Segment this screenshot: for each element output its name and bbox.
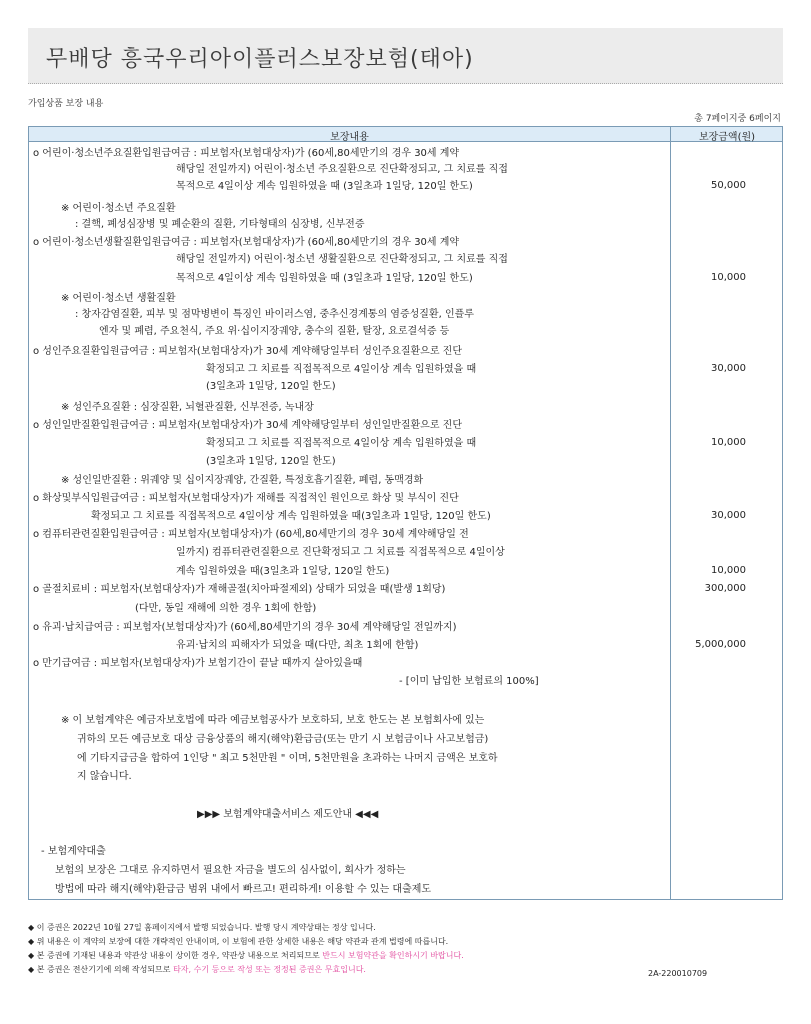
coverage-line: 엔자 및 폐렴, 주요천식, 주요 위·십이지장궤양, 충수의 질환, 탈장, 요로결석증 등: [99, 326, 450, 337]
loan-description: 보험의 보장은 그대로 유지하면서 필요한 자금을 별도의 심사없이, 회사가 정하는: [55, 865, 406, 876]
subtitle: 가입상품 보장 내용: [28, 99, 104, 109]
coverage-line: ※ 성인일반질환 : 위궤양 및 십이지장궤양, 간질환, 특정호흡기질환, 폐렴, 동맥경화: [61, 475, 424, 486]
coverage-line: (3일초과 1일당, 120일 한도): [206, 456, 336, 467]
coverage-line: : 결핵, 폐성심장병 및 폐순환의 질환, 기타형태의 심장병, 신부전증: [75, 219, 365, 230]
header-amount: 보장금액(원): [698, 132, 756, 143]
amount-value: 10,000: [711, 565, 746, 576]
header-coverage: 보장내용: [330, 132, 369, 143]
coverage-line: o 어린이·청소년주요질환입원급여금 : 피보험자(보험대상자)가 (60세,80세만기의 경우 30세 계약: [33, 148, 460, 159]
coverage-line: o 어린이·청소년생활질환입원급여금 : 피보험자(보험대상자)가 (60세,80세만기의 경우 30세 계약: [33, 237, 460, 248]
coverage-line: 목적으로 4일이상 계속 입원하였을 때 (3일초과 1일당, 120일 한도): [176, 181, 473, 192]
amount-value: 50,000: [711, 180, 746, 191]
coverage-line: 해당일 전일까지) 어린이·청소년 주요질환으로 진단확정되고, 그 치료를 직접: [176, 164, 508, 175]
column-divider: [670, 127, 671, 899]
coverage-line: o 골절치료비 : 피보험자(보험대상자)가 재해골절(치아파절제외) 상태가 되었을 때(발생 1회당): [33, 584, 446, 595]
protection-note-line: ※ 이 보험계약은 예금자보호법에 따라 예금보험공사가 보호하되, 보호 한도는 본 보험회사에 있는: [61, 715, 485, 726]
amount-value: 5,000,000: [695, 639, 746, 650]
coverage-line: 확정되고 그 치료를 직접목적으로 4일이상 계속 입원하였을 때: [206, 364, 477, 375]
coverage-line: (다만, 동일 재해에 의한 경우 1회에 한함): [135, 603, 317, 614]
coverage-line: o 성인일반질환입원급여금 : 피보험자(보험대상자)가 30세 계약해당일부터 성인일반질환으로 진단: [33, 420, 463, 431]
protection-note-line: 귀하의 모든 예금보호 대상 금융상품의 해지(해약)환급금(또는 만기 시 보험금이나 사고보험금): [77, 734, 489, 745]
footer-note-highlight: 타자, 수기 등으로 작성 또는 정정된 증권은 무효입니다.: [173, 965, 366, 974]
coverage-line: : 창자감염질환, 피부 및 점막병변이 특징인 바이러스염, 중추신경계통의 염증성질환, 인플루: [75, 309, 474, 320]
amount-value: 10,000: [711, 437, 746, 448]
coverage-line: 계속 입원하였을 때(3일초과 1일당, 120일 한도): [176, 566, 390, 577]
footer-note-text: ◆ 본 증권에 기재된 내용과 약관상 내용이 상이한 경우, 약관상 내용으로 처리되므로: [28, 951, 323, 960]
coverage-line: ※ 어린이·청소년 생활질환: [61, 293, 176, 304]
amount-value: 300,000: [704, 583, 746, 594]
coverage-line: o 컴퓨터관련질환입원급여금 : 피보험자(보험대상자)가 (60세,80세만기의 경우 30세 계약해당일 전: [33, 529, 469, 540]
coverage-table: [28, 126, 783, 900]
footer-note-text: ◆ 본 증권은 전산기기에 의해 작성되므로: [28, 965, 174, 974]
document-title: 무배당 흥국우리아이플러스보장보험(태아): [46, 47, 474, 72]
coverage-line: (3일초과 1일당, 120일 한도): [206, 381, 336, 392]
title-bar: [28, 28, 783, 84]
coverage-line: ※ 어린이·청소년 주요질환: [61, 203, 176, 214]
footer-note: ◆ 위 내용은 이 계약의 보장에 대한 개략적인 안내이며, 이 보험에 관한 상세한 내용은 해당 약관과 관계 법령에 따릅니다.: [28, 937, 449, 946]
coverage-line: 유괴·납치의 피해자가 되었을 때(다만, 최초 1회에 한함): [176, 640, 419, 651]
loan-description: 방법에 따라 해지(해약)환급금 범위 내에서 빠르고! 편리하게! 이용할 수 있는 대출제도: [55, 884, 432, 895]
coverage-line: o 유괴·납치급여금 : 피보험자(보험대상자)가 (60세,80세만기의 경우 30세 계약해당일 전일까지): [33, 622, 457, 633]
coverage-line: 해당일 전일까지) 어린이·청소년 생활질환으로 진단확정되고, 그 치료를 직접: [176, 254, 508, 265]
protection-note-line: 지 않습니다.: [77, 771, 132, 782]
coverage-line: 목적으로 4일이상 계속 입원하였을 때 (3일초과 1일당, 120일 한도): [176, 273, 473, 284]
coverage-line: - [이미 납입한 보험료의 100%]: [399, 676, 539, 687]
loan-service-heading: ▶▶▶ 보험계약대출서비스 제도안내 ◀◀◀: [197, 809, 379, 820]
footer-note: [28, 950, 464, 961]
amount-value: 30,000: [711, 363, 746, 374]
document-code: 2A-220010709: [648, 969, 708, 978]
amount-value: 10,000: [711, 272, 746, 283]
coverage-line: o 만기급여금 : 피보험자(보험대상자)가 보험기간이 끝날 때까지 살아있을때: [33, 658, 363, 669]
page-info: 총 7페이지중 6페이지: [694, 114, 781, 124]
footer-note-highlight: 반드시 보험약관을 확인하시기 바랍니다.: [322, 951, 464, 960]
loan-title: - 보험계약대출: [41, 846, 106, 857]
coverage-line: o 성인주요질환입원급여금 : 피보험자(보험대상자)가 30세 계약해당일부터 성인주요질환으로 진단: [33, 346, 463, 357]
coverage-line: 확정되고 그 치료를 직접목적으로 4일이상 계속 입원하였을 때(3일초과 1일당, 120일 한도): [91, 511, 491, 522]
coverage-line: 확정되고 그 치료를 직접목적으로 4일이상 계속 입원하였을 때: [206, 438, 477, 449]
footer-note: [28, 964, 366, 975]
protection-note-line: 에 기타지급금을 합하여 1인당 " 최고 5천만원 " 이며, 5천만원을 초과하는 나머지 금액은 보호하: [77, 753, 498, 764]
coverage-line: ※ 성인주요질환 : 심장질환, 뇌혈관질환, 신부전증, 녹내장: [61, 402, 314, 413]
amount-value: 30,000: [711, 510, 746, 521]
coverage-line: o 화상및부식입원급여금 : 피보험자(보험대상자)가 재해를 직접적인 원인으로 화상 및 부식이 진단: [33, 493, 459, 504]
footer-note: ◆ 이 증권은 2022년 10월 27일 홈페이지에서 발행 되었습니다. 발행 당시 계약상태는 정상 입니다.: [28, 923, 376, 932]
coverage-line: 일까지) 컴퓨터관련질환으로 진단확정되고 그 치료를 직접목적으로 4일이상: [176, 547, 505, 558]
